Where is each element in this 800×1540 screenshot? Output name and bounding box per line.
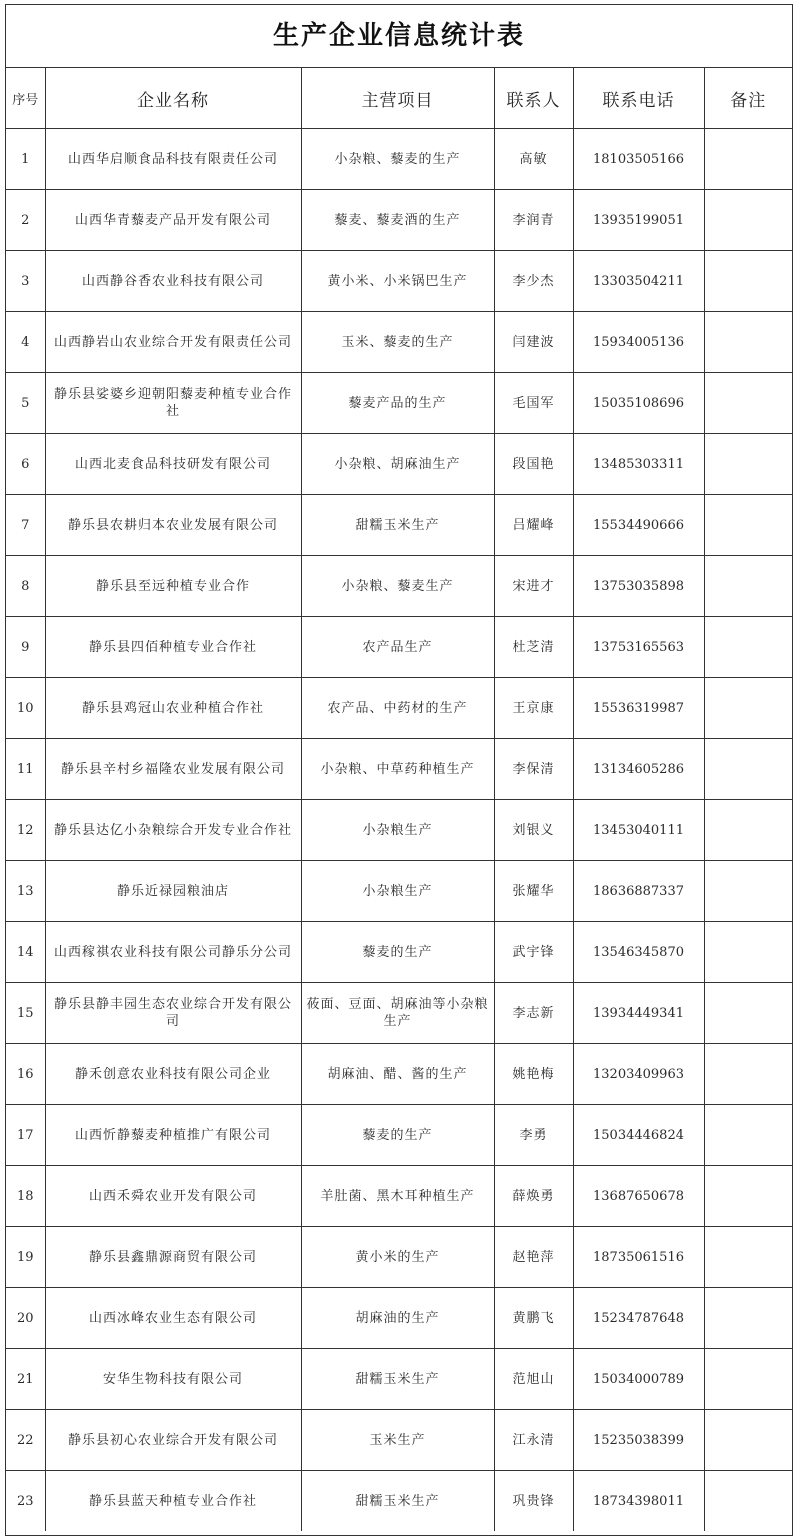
page-title: 生产企业信息统计表 (6, 5, 792, 68)
cell-contact-person: 黄鹏飞 (494, 1288, 573, 1349)
cell-contact-person: 武宇锋 (494, 922, 573, 983)
cell-main-business: 小杂粮生产 (301, 800, 494, 861)
cell-contact-person: 高敏 (494, 129, 573, 190)
table-row (6, 434, 792, 495)
cell-serial-number: 1 (6, 129, 45, 190)
cell-remarks (704, 1410, 792, 1471)
cell-remarks (704, 373, 792, 434)
cell-remarks (704, 739, 792, 800)
cell-remarks (704, 129, 792, 190)
cell-main-business: 胡麻油的生产 (301, 1288, 494, 1349)
cell-contact-phone: 13687650678 (573, 1166, 704, 1227)
cell-serial-number: 21 (6, 1349, 45, 1410)
cell-remarks (704, 190, 792, 251)
cell-contact-person: 薛焕勇 (494, 1166, 573, 1227)
header-contact-phone: 联系电话 (573, 68, 704, 129)
cell-main-business: 羊肚菌、黑木耳种植生产 (301, 1166, 494, 1227)
cell-serial-number: 13 (6, 861, 45, 922)
cell-main-business: 农产品、中药材的生产 (301, 678, 494, 739)
cell-remarks (704, 983, 792, 1044)
cell-contact-phone: 15234787648 (573, 1288, 704, 1349)
cell-company-name: 静乐县至远种植专业合作 (45, 556, 301, 617)
cell-remarks (704, 617, 792, 678)
table-row (6, 922, 792, 983)
table-row (6, 1044, 792, 1105)
cell-main-business: 小杂粮、藜麦的生产 (301, 129, 494, 190)
cell-contact-phone: 15034446824 (573, 1105, 704, 1166)
cell-contact-phone: 13134605286 (573, 739, 704, 800)
cell-serial-number: 10 (6, 678, 45, 739)
cell-remarks (704, 1166, 792, 1227)
cell-main-business: 玉米、藜麦的生产 (301, 312, 494, 373)
cell-contact-phone: 18636887337 (573, 861, 704, 922)
cell-company-name: 静禾创意农业科技有限公司企业 (45, 1044, 301, 1105)
cell-main-business: 黄小米、小米锅巴生产 (301, 251, 494, 312)
cell-company-name: 山西禾舜农业开发有限公司 (45, 1166, 301, 1227)
cell-main-business: 小杂粮生产 (301, 861, 494, 922)
cell-contact-person: 宋进才 (494, 556, 573, 617)
cell-company-name: 静乐县静丰园生态农业综合开发有限公司 (45, 983, 301, 1044)
cell-contact-phone: 13546345870 (573, 922, 704, 983)
cell-remarks (704, 495, 792, 556)
table-row (6, 190, 792, 251)
cell-serial-number: 8 (6, 556, 45, 617)
cell-remarks (704, 1044, 792, 1105)
cell-company-name: 静乐县农耕归本农业发展有限公司 (45, 495, 301, 556)
cell-contact-phone: 15034000789 (573, 1349, 704, 1410)
cell-company-name: 静乐县初心农业综合开发有限公司 (45, 1410, 301, 1471)
cell-contact-person: 赵艳萍 (494, 1227, 573, 1288)
cell-contact-person: 闫建波 (494, 312, 573, 373)
cell-contact-person: 李勇 (494, 1105, 573, 1166)
table-row (6, 1410, 792, 1471)
cell-contact-phone: 13934449341 (573, 983, 704, 1044)
cell-serial-number: 15 (6, 983, 45, 1044)
cell-contact-person: 范旭山 (494, 1349, 573, 1410)
cell-main-business: 藜麦的生产 (301, 1105, 494, 1166)
cell-company-name: 山西静岩山农业综合开发有限责任公司 (45, 312, 301, 373)
cell-serial-number: 4 (6, 312, 45, 373)
cell-serial-number: 14 (6, 922, 45, 983)
cell-contact-phone: 13935199051 (573, 190, 704, 251)
cell-company-name: 静乐县达亿小杂粮综合开发专业合作社 (45, 800, 301, 861)
cell-contact-phone: 15536319987 (573, 678, 704, 739)
cell-contact-phone: 13753165563 (573, 617, 704, 678)
cell-main-business: 农产品生产 (301, 617, 494, 678)
cell-company-name: 安华生物科技有限公司 (45, 1349, 301, 1410)
table-header-row (6, 68, 792, 129)
cell-company-name: 山西华青藜麦产品开发有限公司 (45, 190, 301, 251)
table-row (6, 495, 792, 556)
cell-remarks (704, 1471, 792, 1532)
cell-contact-phone: 15235038399 (573, 1410, 704, 1471)
header-contact-person: 联系人 (494, 68, 573, 129)
cell-contact-person: 吕耀峰 (494, 495, 573, 556)
cell-contact-person: 巩贵锋 (494, 1471, 573, 1532)
cell-serial-number: 6 (6, 434, 45, 495)
cell-contact-phone: 15534490666 (573, 495, 704, 556)
table-row (6, 739, 792, 800)
cell-serial-number: 11 (6, 739, 45, 800)
cell-company-name: 静乐县辛村乡福隆农业发展有限公司 (45, 739, 301, 800)
cell-main-business: 甜糯玉米生产 (301, 1349, 494, 1410)
cell-main-business: 小杂粮、藜麦生产 (301, 556, 494, 617)
cell-serial-number: 2 (6, 190, 45, 251)
cell-contact-person: 李保清 (494, 739, 573, 800)
table-body (6, 129, 792, 1532)
cell-main-business: 小杂粮、中草药种植生产 (301, 739, 494, 800)
cell-serial-number: 3 (6, 251, 45, 312)
table-row (6, 861, 792, 922)
cell-contact-person: 刘银义 (494, 800, 573, 861)
table-row (6, 312, 792, 373)
header-company-name: 企业名称 (45, 68, 301, 129)
table-row (6, 1227, 792, 1288)
cell-contact-person: 段国艳 (494, 434, 573, 495)
cell-remarks (704, 1349, 792, 1410)
cell-contact-phone: 15035108696 (573, 373, 704, 434)
cell-serial-number: 20 (6, 1288, 45, 1349)
cell-contact-person: 王京康 (494, 678, 573, 739)
cell-remarks (704, 251, 792, 312)
cell-contact-person: 姚艳梅 (494, 1044, 573, 1105)
cell-main-business: 胡麻油、醋、酱的生产 (301, 1044, 494, 1105)
cell-company-name: 山西北麦食品科技研发有限公司 (45, 434, 301, 495)
cell-serial-number: 17 (6, 1105, 45, 1166)
cell-remarks (704, 1288, 792, 1349)
cell-serial-number: 5 (6, 373, 45, 434)
cell-contact-phone: 13303504211 (573, 251, 704, 312)
cell-remarks (704, 1105, 792, 1166)
cell-contact-phone: 15934005136 (573, 312, 704, 373)
cell-company-name: 山西稼祺农业科技有限公司静乐分公司 (45, 922, 301, 983)
statistics-sheet (5, 4, 793, 1536)
table-row (6, 1105, 792, 1166)
cell-company-name: 山西华启顺食品科技有限责任公司 (45, 129, 301, 190)
cell-main-business: 甜糯玉米生产 (301, 495, 494, 556)
cell-contact-person: 李润青 (494, 190, 573, 251)
cell-serial-number: 12 (6, 800, 45, 861)
cell-main-business: 藜麦的生产 (301, 922, 494, 983)
cell-contact-person: 江永清 (494, 1410, 573, 1471)
cell-contact-phone: 13753035898 (573, 556, 704, 617)
enterprise-table (6, 68, 792, 1531)
cell-contact-person: 张耀华 (494, 861, 573, 922)
table-row (6, 1166, 792, 1227)
cell-remarks (704, 434, 792, 495)
table-row (6, 556, 792, 617)
table-row (6, 373, 792, 434)
cell-serial-number: 18 (6, 1166, 45, 1227)
cell-main-business: 甜糯玉米生产 (301, 1471, 494, 1532)
header-serial-number: 序号 (6, 68, 45, 129)
cell-company-name: 静乐县鸡冠山农业种植合作社 (45, 678, 301, 739)
cell-contact-phone: 18734398011 (573, 1471, 704, 1532)
cell-remarks (704, 800, 792, 861)
cell-serial-number: 23 (6, 1471, 45, 1532)
cell-main-business: 玉米生产 (301, 1410, 494, 1471)
cell-contact-person: 李少杰 (494, 251, 573, 312)
cell-main-business: 小杂粮、胡麻油生产 (301, 434, 494, 495)
table-row (6, 129, 792, 190)
cell-contact-phone: 13453040111 (573, 800, 704, 861)
table-row (6, 1471, 792, 1532)
cell-company-name: 静乐县蓝天种植专业合作社 (45, 1471, 301, 1532)
table-row (6, 1349, 792, 1410)
header-remarks: 备注 (704, 68, 792, 129)
cell-contact-phone: 13485303311 (573, 434, 704, 495)
header-main-business: 主营项目 (301, 68, 494, 129)
cell-serial-number: 9 (6, 617, 45, 678)
cell-contact-phone: 18103505166 (573, 129, 704, 190)
cell-company-name: 山西忻静藜麦种植推广有限公司 (45, 1105, 301, 1166)
cell-contact-person: 毛国军 (494, 373, 573, 434)
cell-remarks (704, 861, 792, 922)
cell-company-name: 静乐县鑫鼎源商贸有限公司 (45, 1227, 301, 1288)
cell-company-name: 山西静谷香农业科技有限公司 (45, 251, 301, 312)
cell-remarks (704, 922, 792, 983)
cell-serial-number: 19 (6, 1227, 45, 1288)
cell-company-name: 静乐近禄园粮油店 (45, 861, 301, 922)
cell-main-business: 藜麦、藜麦酒的生产 (301, 190, 494, 251)
table-row (6, 251, 792, 312)
cell-serial-number: 7 (6, 495, 45, 556)
cell-contact-person: 杜芝清 (494, 617, 573, 678)
cell-main-business: 莜面、豆面、胡麻油等小杂粮生产 (301, 983, 494, 1044)
cell-company-name: 静乐县娑婆乡迎朝阳藜麦种植专业合作社 (45, 373, 301, 434)
cell-serial-number: 22 (6, 1410, 45, 1471)
table-row (6, 800, 792, 861)
cell-remarks (704, 1227, 792, 1288)
table-row (6, 983, 792, 1044)
cell-remarks (704, 312, 792, 373)
cell-contact-person: 李志新 (494, 983, 573, 1044)
cell-company-name: 静乐县四佰种植专业合作社 (45, 617, 301, 678)
table-row (6, 617, 792, 678)
table-row (6, 1288, 792, 1349)
cell-company-name: 山西冰峰农业生态有限公司 (45, 1288, 301, 1349)
cell-contact-phone: 18735061516 (573, 1227, 704, 1288)
cell-contact-phone: 13203409963 (573, 1044, 704, 1105)
cell-serial-number: 16 (6, 1044, 45, 1105)
table-row (6, 678, 792, 739)
cell-remarks (704, 678, 792, 739)
cell-main-business: 藜麦产品的生产 (301, 373, 494, 434)
cell-remarks (704, 556, 792, 617)
cell-main-business: 黄小米的生产 (301, 1227, 494, 1288)
